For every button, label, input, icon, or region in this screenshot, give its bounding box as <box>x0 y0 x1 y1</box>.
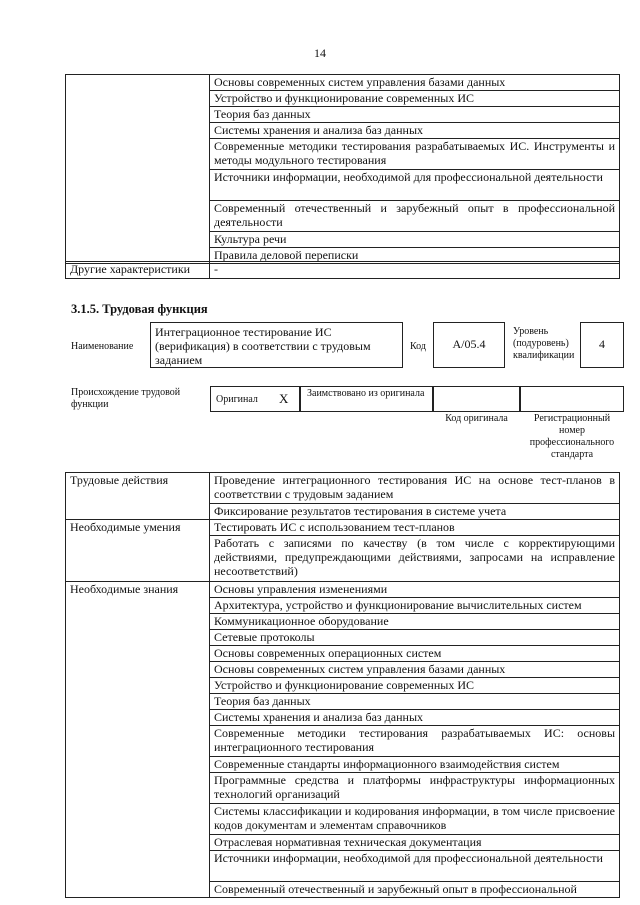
knowledge-item: Современные стандарты информационного взаимодействия систем <box>210 757 620 773</box>
top-item: Источники информации, необходимой для профессиональной деятельности <box>210 170 620 201</box>
knowledge-item: Сетевые протоколы <box>210 630 620 646</box>
knowledge-item: Отраслевая нормативная техническая документация <box>210 835 620 851</box>
knowledge-label: Необходимые знания <box>66 582 210 898</box>
top-table-left-cell <box>66 75 210 264</box>
original-box <box>210 386 300 412</box>
knowledge-item: Коммуникационное оборудование <box>210 614 620 630</box>
code-label: Код <box>410 341 426 352</box>
top-knowledge-table <box>65 74 620 264</box>
knowledge-item: Устройство и функционирование современных ИС <box>210 678 620 694</box>
top-item: Основы современных систем управления базами данных <box>210 75 620 91</box>
other-characteristics-label: Другие характеристики <box>66 262 210 279</box>
knowledge-item: Современный отечественный и зарубежный опыт в профессиональной <box>210 882 620 898</box>
other-characteristics-table <box>65 261 620 279</box>
level-label: Уровень (подуровень) квалификации <box>513 326 575 361</box>
original-label: Оригинал <box>216 394 258 405</box>
other-characteristics-value: - <box>210 262 620 279</box>
borrowed-label: Заимствовано из оригинала <box>307 388 425 399</box>
top-item: Современные методики тестирования разрабатываемых ИС. Инструменты и методы модульного тестирования <box>210 139 620 170</box>
knowledge-item: Архитектура, устройство и функционирование вычислительных систем <box>210 598 620 614</box>
knowledge-item: Теория баз данных <box>210 694 620 710</box>
code-box <box>433 322 505 368</box>
top-item: Теория баз данных <box>210 107 620 123</box>
borrowed-box <box>300 386 433 412</box>
skill-item: Тестировать ИС с использованием тест-планов <box>210 520 620 536</box>
origin-label: Происхождение трудовой функции <box>71 387 181 410</box>
knowledge-item: Источники информации, необходимой для профессиональной деятельности <box>210 851 620 882</box>
top-item: Устройство и функционирование современных ИС <box>210 91 620 107</box>
labor-function-table <box>65 472 620 898</box>
section-title: 3.1.5. Трудовая функция <box>71 302 208 316</box>
knowledge-item: Современные методики тестирования разрабатываемых ИС: основы интеграционного тестирования <box>210 726 620 757</box>
knowledge-item: Основы управления изменениями <box>210 582 620 598</box>
labor-action-item: Фиксирование результатов тестирования в системе учета <box>210 504 620 520</box>
knowledge-item: Системы хранения и анализа баз данных <box>210 710 620 726</box>
skills-label: Необходимые умения <box>66 520 210 582</box>
level-box <box>580 322 624 368</box>
top-item: Системы хранения и анализа баз данных <box>210 123 620 139</box>
top-item: Современный отечественный и зарубежный опыт в профессиональной деятельности <box>210 201 620 232</box>
labor-actions-label: Трудовые действия <box>66 473 210 520</box>
function-name-value: Интеграционное тестирование ИС (верификация) в соответствии с трудовым заданием <box>155 325 371 367</box>
name-label: Наименование <box>71 341 134 352</box>
knowledge-item: Программные средства и платформы инфраструктуры информационных технологий организаций <box>210 773 620 804</box>
labor-action-item: Проведение интеграционного тестирования ИС на основе тест-планов в соответствии с трудовым заданием <box>210 473 620 504</box>
knowledge-item: Системы классификации и кодирования информации, в том числе присвоение кодов документам и элементам справочников <box>210 804 620 835</box>
page-number: 14 <box>314 46 326 60</box>
original-mark: X <box>279 391 289 406</box>
reg-number-label: Регистрационный номер профессионального стандарта <box>529 413 615 460</box>
reg-number-box <box>520 386 624 412</box>
function-name-box <box>150 322 403 368</box>
knowledge-item: Основы современных операционных систем <box>210 646 620 662</box>
top-item: Правила деловой переписки <box>210 248 620 264</box>
code-original-box <box>433 386 520 412</box>
code-value: A/05.4 <box>452 337 486 351</box>
skill-item: Работать с записями по качеству (в том числе с корректирующими действиями, предупреждающими действиями, запросами на исправление несоответствий) <box>210 536 620 582</box>
code-original-label: Код оригинала <box>445 413 508 424</box>
level-value: 4 <box>599 337 605 351</box>
top-item: Культура речи <box>210 232 620 248</box>
knowledge-item: Основы современных систем управления базами данных <box>210 662 620 678</box>
